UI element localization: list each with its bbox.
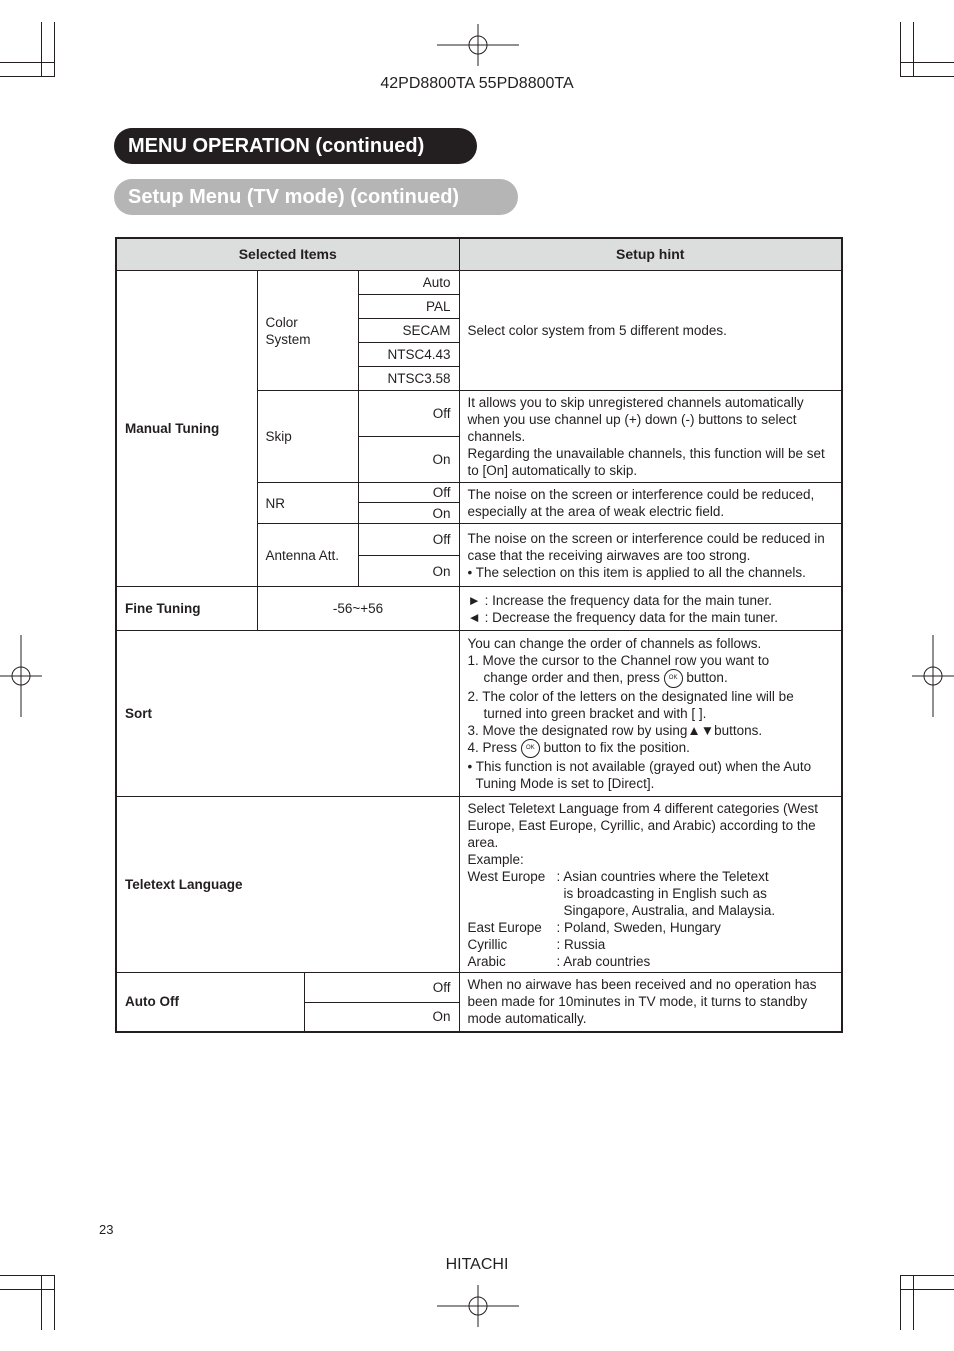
color-system-option: NTSC3.58: [358, 367, 459, 391]
sort-step-1-cont: [468, 669, 834, 688]
sort-step-2: 2. The color of the letters on the designated line will be: [467, 689, 794, 704]
sort-intro: You can change the order of channels as follows.: [467, 636, 762, 651]
sort-step-4-end: button to fix the position.: [543, 740, 690, 756]
crop-mark: [54, 22, 55, 77]
fine-tuning-label: Fine Tuning: [116, 587, 257, 631]
color-system-option: Auto: [358, 271, 459, 295]
crop-mark: [913, 22, 914, 77]
antenna-att-hint: The noise on the screen or interference could be reduced in case that the receiving airwaves are too strong. • The selection on this item is applied to all the channels.: [459, 524, 842, 587]
crop-mark: [41, 1275, 42, 1330]
teletext-east-europe-key: East Europe: [467, 919, 542, 935]
antenna-att-option: Off: [358, 524, 459, 556]
ok-button-icon: OK: [521, 739, 540, 758]
section-subtitle: Setup Menu (TV mode) (continued): [114, 179, 518, 215]
crop-mark: [900, 22, 901, 77]
antenna-att-option: On: [358, 556, 459, 587]
crop-mark: [900, 1275, 901, 1330]
teletext-arabic-key: Arabic: [467, 953, 506, 969]
auto-off-label: Auto Off: [116, 973, 304, 1032]
skip-hint: It allows you to skip unregistered channels automatically when you use channel up (+) down (-) buttons to select channels. Regarding the unavailable channels, this function will be set to [On] automatically to skip.: [459, 391, 842, 483]
crop-mark: [0, 62, 55, 63]
ok-button-icon: OK: [664, 669, 683, 688]
teletext-example: Example:: [467, 851, 524, 867]
color-system-label: Color System: [257, 271, 358, 391]
fine-tuning-hint: [459, 587, 842, 631]
nr-option: On: [358, 503, 459, 524]
antenna-att-label: Antenna Att.: [257, 524, 358, 587]
crop-mark: [900, 1289, 954, 1290]
skip-option: Off: [358, 391, 459, 437]
crop-mark: [41, 22, 42, 77]
teletext-east-europe-value: : Poland, Sweden, Hungary: [556, 919, 721, 935]
teletext-arabic-value: : Arab countries: [556, 953, 651, 969]
fine-tuning-range: -56~+56: [257, 587, 459, 631]
teletext-west-europe: [468, 868, 834, 885]
auto-off-option: On: [304, 1003, 459, 1032]
teletext-cyrillic: [468, 936, 834, 953]
page-number: 23: [99, 1222, 114, 1237]
crop-mark: [0, 1275, 55, 1276]
teletext-language-label: Teletext Language: [116, 797, 459, 973]
fine-tuning-hint-increase: ► : Increase the frequency data for the main tuner.: [467, 592, 773, 608]
crop-mark: [913, 1275, 914, 1330]
teletext-east-europe: [468, 919, 834, 936]
section-title: MENU OPERATION (continued): [114, 128, 477, 164]
sort-step-3: 3. Move the designated row by using▲▼buttons.: [467, 723, 763, 738]
registration-mark-right: [912, 635, 954, 717]
setup-menu-table: [115, 237, 843, 1033]
sort-step-1-end: button.: [686, 670, 728, 686]
sort-step-4: [468, 739, 834, 758]
teletext-west-europe-value: : Asian countries where the Teletext: [556, 868, 769, 884]
registration-mark-bottom: [437, 1285, 519, 1327]
fine-tuning-hint-decrease: ◄ : Decrease the frequency data for the main tuner.: [467, 609, 779, 625]
auto-off-hint: When no airwave has been received and no operation has been made for 10minutes in TV mode, it turns to standby mode automatically.: [459, 973, 842, 1032]
teletext-arabic: [468, 953, 834, 970]
sort-step-1-text: change order and then, press: [483, 670, 660, 686]
teletext-west-europe-key: West Europe: [467, 868, 546, 884]
crop-mark: [54, 1275, 55, 1330]
nr-hint: The noise on the screen or interference could be reduced, especially at the area of weak electric field.: [459, 483, 842, 524]
teletext-cyrillic-key: Cyrillic: [467, 936, 508, 952]
sort-hint: [459, 631, 842, 797]
crop-mark: [900, 62, 954, 63]
teletext-intro: Select Teletext Language from 4 different categories (West Europe, East Europe, Cyrillic, and Arabic) according to the area.: [467, 800, 818, 850]
nr-option: Off: [358, 483, 459, 503]
sort-step-2-cont: turned into green bracket and with [ ].: [483, 706, 707, 721]
sort-note-cont: Tuning Mode is set to [Direct].: [475, 776, 655, 791]
crop-mark: [0, 1289, 55, 1290]
skip-option: On: [358, 437, 459, 483]
crop-mark: [900, 1275, 954, 1276]
header-setup-hint: Setup hint: [459, 238, 842, 271]
color-system-option: NTSC4.43: [358, 343, 459, 367]
teletext-language-hint: [459, 797, 842, 973]
manual-tuning-label: Manual Tuning: [116, 271, 257, 587]
brand-name: HITACHI: [445, 1256, 509, 1273]
nr-label: NR: [257, 483, 358, 524]
teletext-cyrillic-value: : Russia: [556, 936, 606, 952]
skip-label: Skip: [257, 391, 358, 483]
sort-label: Sort: [116, 631, 459, 797]
header-selected-items: Selected Items: [116, 238, 459, 271]
auto-off-option: Off: [304, 973, 459, 1003]
teletext-west-europe-cont: is broadcasting in English such as: [563, 885, 767, 901]
color-system-option: PAL: [358, 295, 459, 319]
teletext-west-europe-cont: Singapore, Australia, and Malaysia.: [563, 902, 776, 918]
sort-step-4-text: 4. Press: [467, 740, 518, 756]
registration-mark-left: [0, 635, 42, 717]
color-system-option: SECAM: [358, 319, 459, 343]
registration-mark-top: [437, 24, 519, 66]
color-system-hint: Select color system from 5 different modes.: [459, 271, 842, 391]
sort-note: • This function is not available (grayed out) when the Auto: [467, 759, 812, 774]
sort-step-1: 1. Move the cursor to the Channel row you want to: [467, 653, 770, 668]
model-numbers: 42PD8800TA 55PD8800TA: [380, 75, 574, 92]
